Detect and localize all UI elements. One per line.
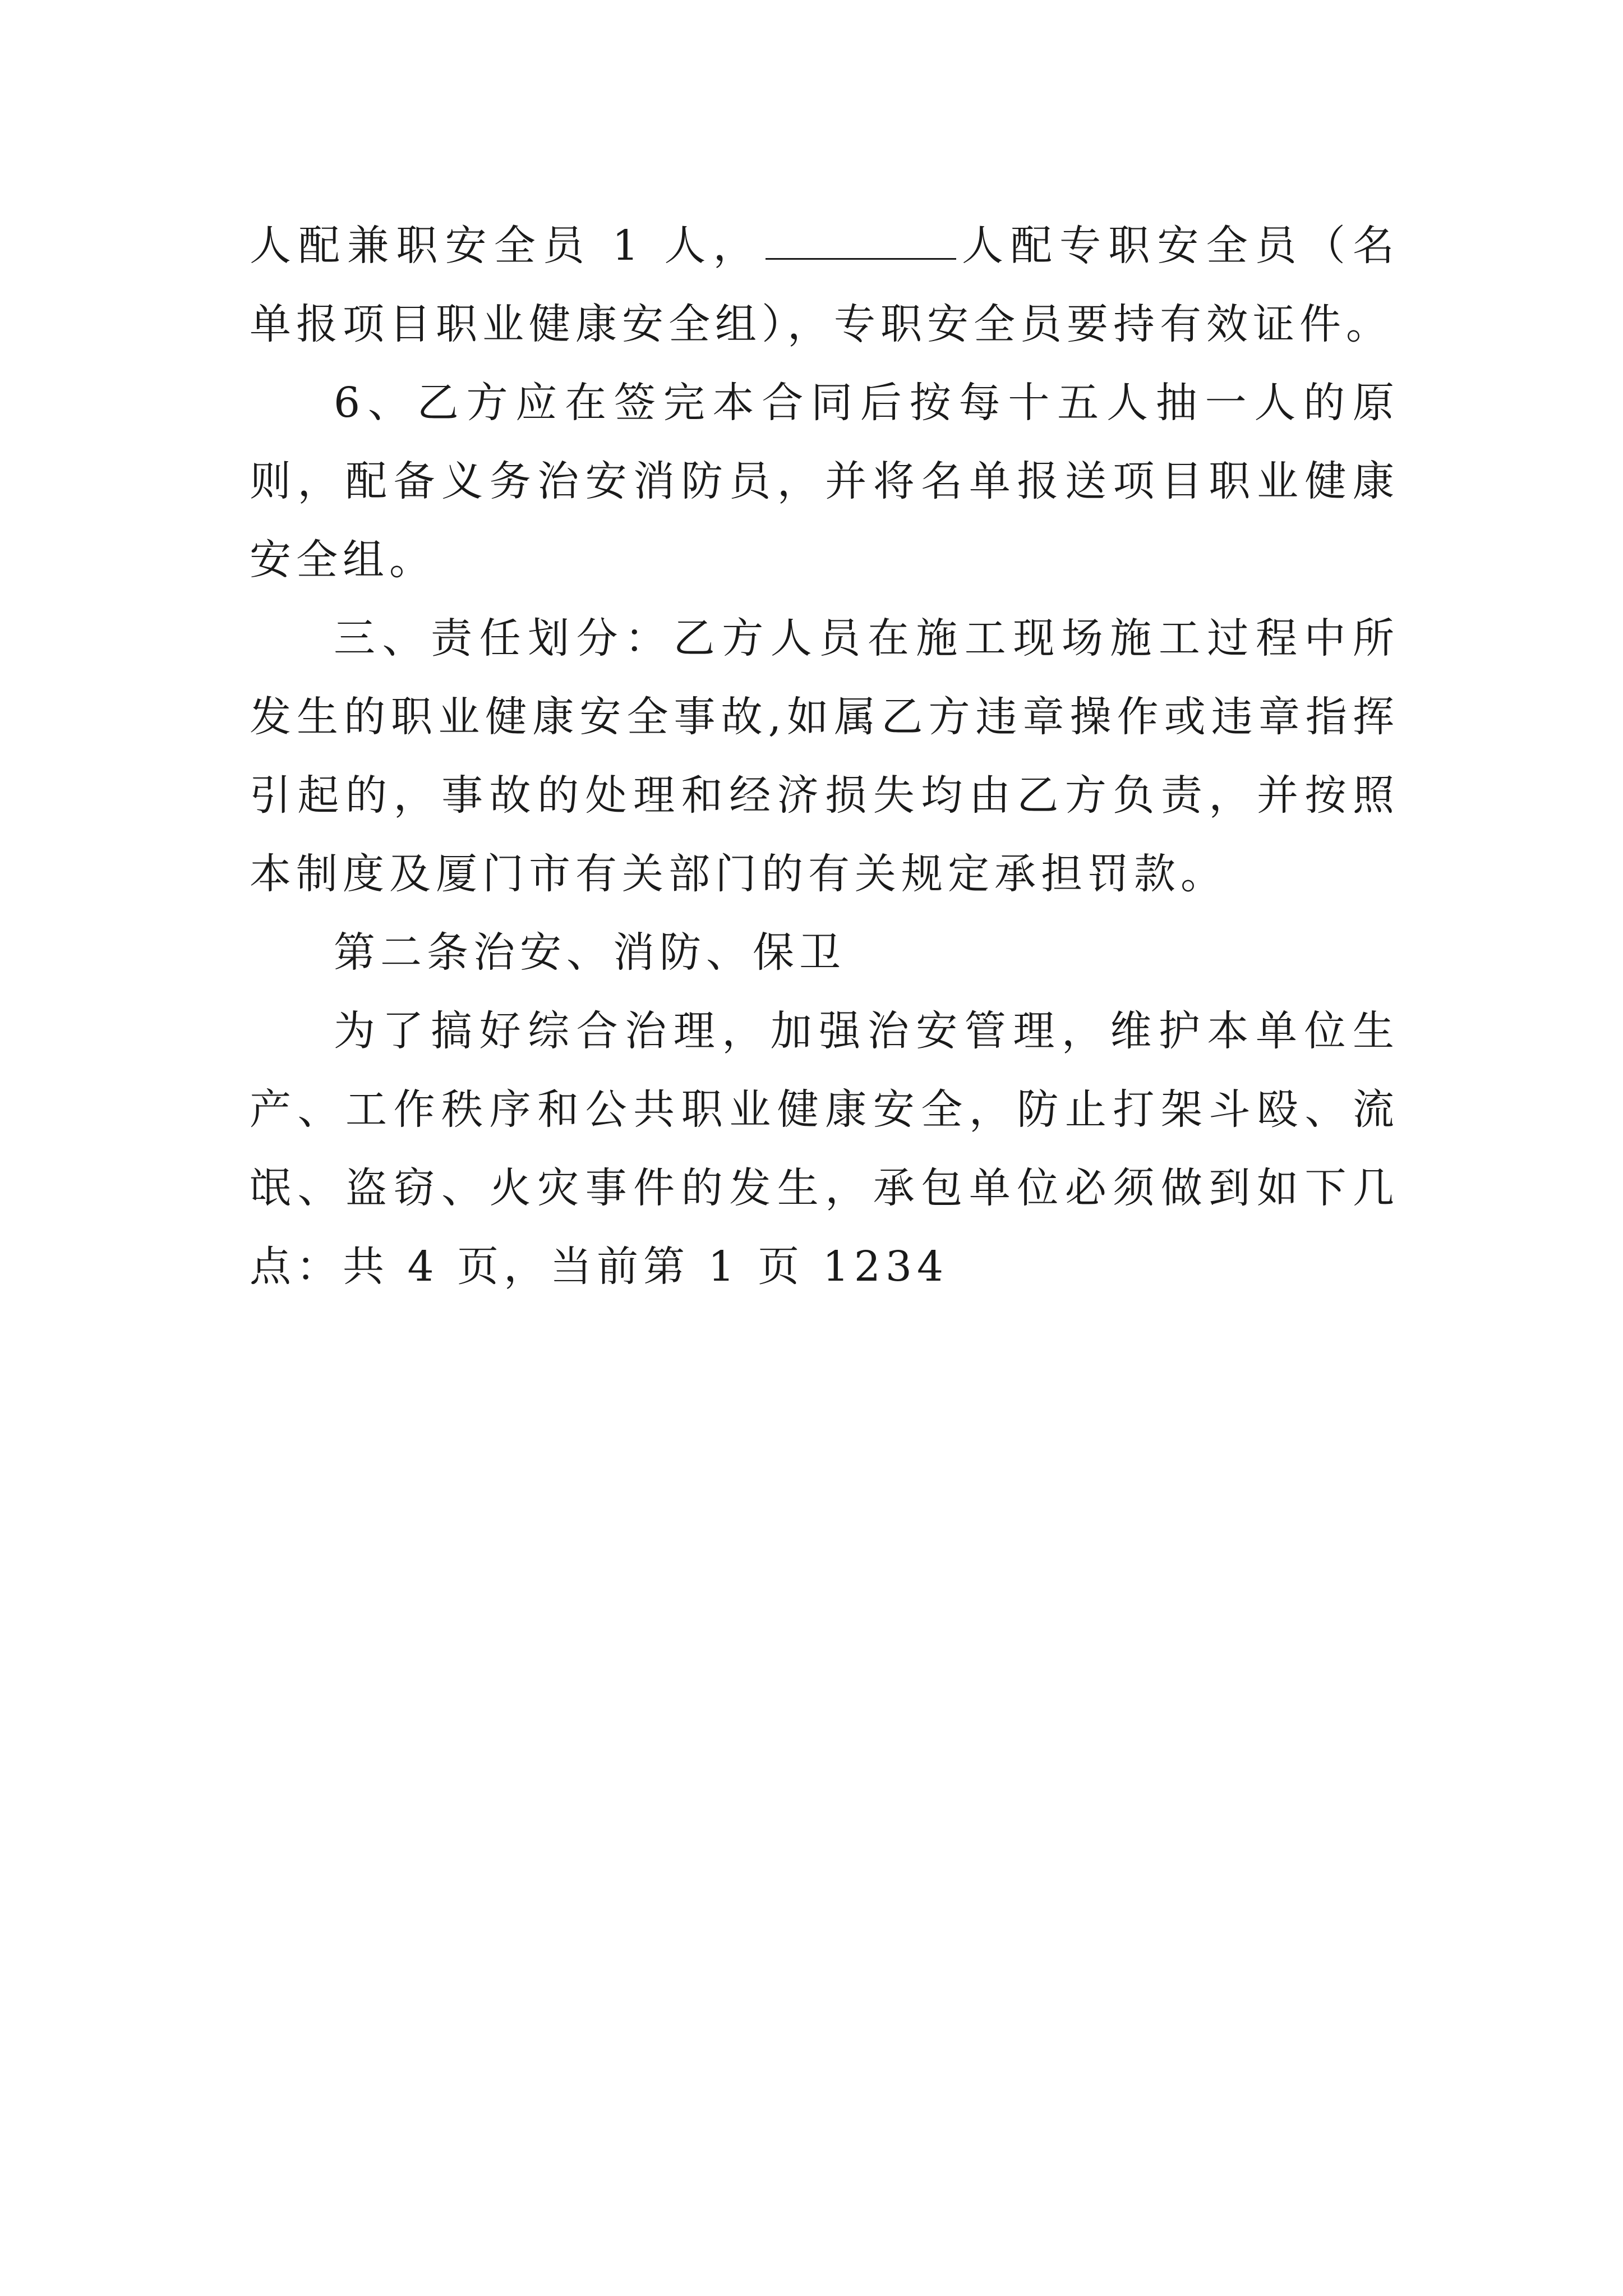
section-heading: 第二条治安、消防、保卫 bbox=[334, 928, 846, 977]
paragraph-text: 人配兼职安全员 1 人， bbox=[250, 222, 762, 270]
paragraph-responsibility: 三、责任划分：乙方人员在施工现场施工过程中所发生的职业健康安全事故,如属乙方违章操作或违章指挥引起的，事故的处理和经济损失均由乙方负责，并按照本制度及厦门市有关部门的有关规定承担罚款。 bbox=[250, 614, 1399, 898]
document-body bbox=[250, 206, 1399, 1306]
paragraph-text: 人配专职安全员（名单报项目职业健康安全组），专职安全员要持有效证件。 bbox=[250, 222, 1400, 348]
paragraph-fire-volunteers: 6、乙方应在签完本合同后按每十五人抽一人的原则，配备义务治安消防员，并将名单报送项目职业健康安全组。 bbox=[250, 379, 1399, 584]
paragraph-security: 为了搞好综合治理，加强治安管理，维护本单位生产、工作秩序和公共职业健康安全，防止打架斗殴、流氓、盗窃、火灾事件的发生，承包单位必须做到如下几点：共 4 页，当前第 1 页 1234 bbox=[250, 1007, 1399, 1291]
paragraph-safety-staff bbox=[250, 206, 1399, 364]
fill-in-blank bbox=[766, 219, 956, 260]
